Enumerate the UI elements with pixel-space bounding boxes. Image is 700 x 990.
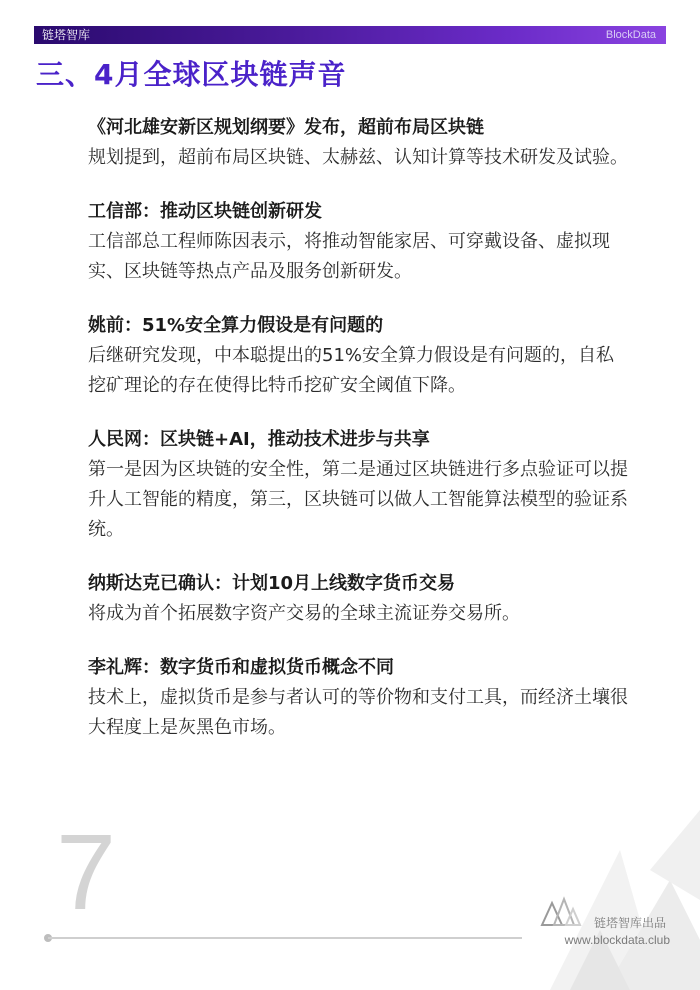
header-brand-label: 链塔智库 <box>42 28 91 42</box>
news-item-title: 李礼辉：数字货币和虚拟货币概念不同 <box>88 657 394 678</box>
news-item-title: 工信部：推动区块链创新研发 <box>88 201 322 222</box>
page-number: 7 <box>56 811 117 932</box>
section-title: 三、4月全球区块链声音 <box>36 58 347 91</box>
news-item <box>88 425 628 545</box>
news-item-title: 人民网：区块链+AI，推动技术进步与共享 <box>88 429 430 450</box>
news-item <box>88 311 628 401</box>
news-list <box>88 113 628 767</box>
footer-brand: 链塔智库出品 <box>593 916 666 930</box>
news-item <box>88 113 628 173</box>
news-item <box>88 653 628 743</box>
news-item-title: 纳斯达克已确认：计划10月上线数字货币交易 <box>88 573 456 594</box>
news-item-body: 技术上，虚拟货币是参与者认可的等价物和支付工具，而经济土壤很大程度上是灰黑色市场。 <box>88 687 628 738</box>
header-blockdata-label: BlockData <box>605 29 656 41</box>
news-item-body: 第一是因为区块链的安全性，第二是通过区块链进行多点验证可以提升人工智能的精度，第三，区块链可以做人工智能算法模型的验证系统。 <box>88 459 628 540</box>
news-item-title: 姚前：51%安全算力假设是有问题的 <box>88 315 384 336</box>
news-item-body: 将成为首个拓展数字资产交易的全球主流证券交易所。 <box>88 603 520 624</box>
news-item-body: 工信部总工程师陈因表示，将推动智能家居、可穿戴设备、虚拟现实、区块链等热点产品及服务创新研发。 <box>88 231 610 282</box>
decorative-triangles-icon <box>510 810 700 990</box>
blockdata-logo-icon <box>540 895 582 927</box>
footer-divider <box>48 937 522 939</box>
news-item-title: 《河北雄安新区规划纲要》发布，超前布局区块链 <box>88 117 484 138</box>
news-item-body: 规划提到，超前布局区块链、太赫兹、认知计算等技术研发及试验。 <box>88 147 628 168</box>
header-bar <box>34 26 666 44</box>
footer-url: www.blockdata.club <box>564 933 670 947</box>
news-item-body: 后继研究发现，中本聪提出的51%安全算力假设是有问题的，自私挖矿理论的存在使得比特币挖矿安全阈值下降。 <box>88 345 615 396</box>
news-item <box>88 569 628 629</box>
news-item <box>88 197 628 287</box>
